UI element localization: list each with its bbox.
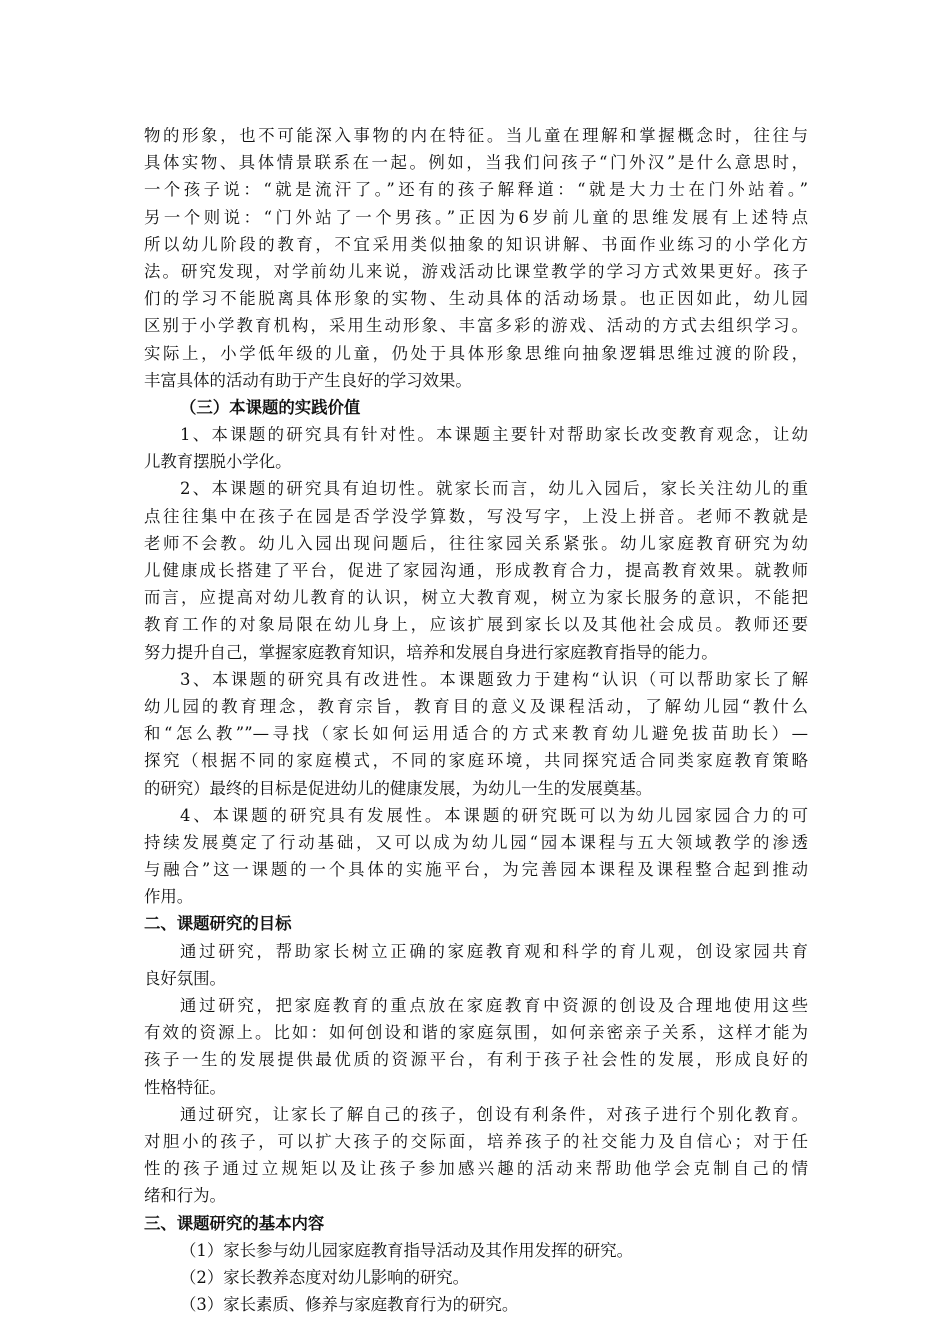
- text-line: 儿健康成长搭建了平台，促进了家园沟通，形成教育合力，提高教育效果。就教师: [144, 561, 808, 580]
- text-line: 1、本课题的研究具有针对性。本课题主要针对帮助家长改变教育观念，让幼: [180, 425, 808, 445]
- text-line: 老师不会教。幼儿入园出现问题后，往往家园关系紧张。幼儿家庭教育研究为幼: [144, 533, 808, 553]
- text-line: 和“怎么教””—寻找（家长如何运用适合的方式来教育幼儿避免拔苗助长）—: [144, 724, 808, 744]
- text-line: （3）家长素质、修养与家庭教育行为的研究。: [180, 1295, 519, 1315]
- text-line: 的研究）最终的目标是促进幼儿的健康发展，为幼儿一生的发展奠基。: [144, 778, 653, 798]
- text-line: 通过研究，把家庭教育的重点放在家庭教育中资源的创设及合理地使用这些: [180, 996, 808, 1015]
- text-line: 物的形象，也不可能深入事物的内在特征。当儿童在理解和掌握概念时，往往与: [144, 126, 808, 145]
- text-line: 一个孩子说：“就是流汗了。”还有的孩子解释道：“就是大力士在门外站着。”: [144, 180, 808, 200]
- text-line: （2）家长教养态度对幼儿影响的研究。: [180, 1267, 470, 1287]
- text-line: 对胆小的孩子，可以扩大孩子的交际面，培养孩子的社交能力及自信心；对于任: [144, 1131, 808, 1151]
- text-line: 持续发展奠定了行动基础，又可以成为幼儿园“园本课程与五大领域教学的渗透: [144, 832, 808, 852]
- document-page: [144, 122, 808, 1318]
- text-line: 性格特征。: [144, 1077, 226, 1097]
- text-line: 努力提升自己，掌握家庭教育知识，培养和发展自身进行家庭教育指导的能力。: [144, 642, 718, 662]
- text-line: 们的学习不能脱离具体形象的实物、生动具体的活动场景。也正因如此，幼儿园: [144, 289, 808, 309]
- text-line: （1）家长参与幼儿园家庭教育指导活动及其作用发挥的研究。: [180, 1240, 633, 1260]
- text-line: 绪和行为。: [144, 1186, 226, 1206]
- text-line: 3、本课题的研究具有改进性。本课题致力于建构“认识（可以帮助家长了解: [180, 669, 808, 689]
- text-line: 所以幼儿阶段的教育，不宜采用类似抽象的知识讲解、书面作业练习的小学化方: [144, 234, 808, 254]
- text-line: 有效的资源上。比如：如何创设和谐的家庭氛围，如何亲密亲子关系，这样才能为: [144, 1023, 808, 1043]
- subsection-heading: （三）本课题的实践价值: [180, 397, 361, 417]
- text-line: 具体实物、具体情景联系在一起。例如，当我们问孩子“门外汉”是什么意思时，: [144, 153, 808, 173]
- text-line: 儿教育摆脱小学化。: [144, 452, 292, 472]
- text-line: 实际上，小学低年级的儿童，仍处于具体形象思维向抽象逻辑思维过渡的阶段，: [144, 343, 808, 363]
- text-line: 2、本课题的研究具有迫切性。就家长而言，幼儿入园后，家长关注幼儿的重: [180, 479, 808, 499]
- text-line: 区别于小学教育机构，采用生动形象、丰富多彩的游戏、活动的方式去组织学习。: [144, 316, 808, 336]
- text-line: 另一个则说：“门外站了一个男孩。”正因为6岁前儿童的思维发展有上述特点: [144, 207, 808, 227]
- section-heading: 二、课题研究的目标: [144, 914, 292, 934]
- text-line: 通过研究，帮助家长树立正确的家庭教育观和科学的育儿观，创设家园共育: [180, 941, 808, 961]
- text-line: 幼儿园的教育理念，教育宗旨，教育目的意义及课程活动，了解幼儿园“教什么: [144, 696, 808, 716]
- text-line: 探究（根据不同的家庭模式，不同的家庭环境，共同探究适合同类家庭教育策略: [144, 751, 808, 771]
- text-line: 良好氛围。: [144, 968, 226, 988]
- text-line: 孩子一生的发展提供最优质的资源平台，有利于孩子社会性的发展，形成良好的: [144, 1050, 808, 1070]
- text-line: 通过研究，让家长了解自己的孩子，创设有利条件，对孩子进行个别化教育。: [180, 1104, 808, 1124]
- text-line: 而言，应提高对幼儿教育的认识，树立大教育观，树立为家长服务的意识，不能把: [144, 588, 808, 608]
- section-heading: 三、课题研究的基本内容: [144, 1213, 325, 1233]
- text-line: 丰富具体的活动有助于产生良好的学习效果。: [144, 370, 472, 390]
- text-line: 教育工作的对象局限在幼儿身上，应该扩展到家长以及其他社会成员。教师还要: [144, 615, 808, 635]
- text-line: 性的孩子通过立规矩以及让孩子参加感兴趣的活动来帮助他学会克制自己的情: [144, 1159, 808, 1179]
- text-line: 点往往集中在孩子在园是否学没学算数，写没写字，上没上拼音。老师不教就是: [144, 506, 808, 526]
- text-line: 4、本课题的研究具有发展性。本课题的研究既可以为幼儿园家园合力的可: [180, 805, 808, 825]
- text-line: 与融合”这一课题的一个具体的实施平台，为完善园本课程及课程整合起到推动: [144, 860, 808, 880]
- text-line: 法。研究发现，对学前幼儿来说，游戏活动比课堂教学的学习方式效果更好。孩子: [144, 261, 808, 281]
- text-line: 作用。: [144, 887, 194, 907]
